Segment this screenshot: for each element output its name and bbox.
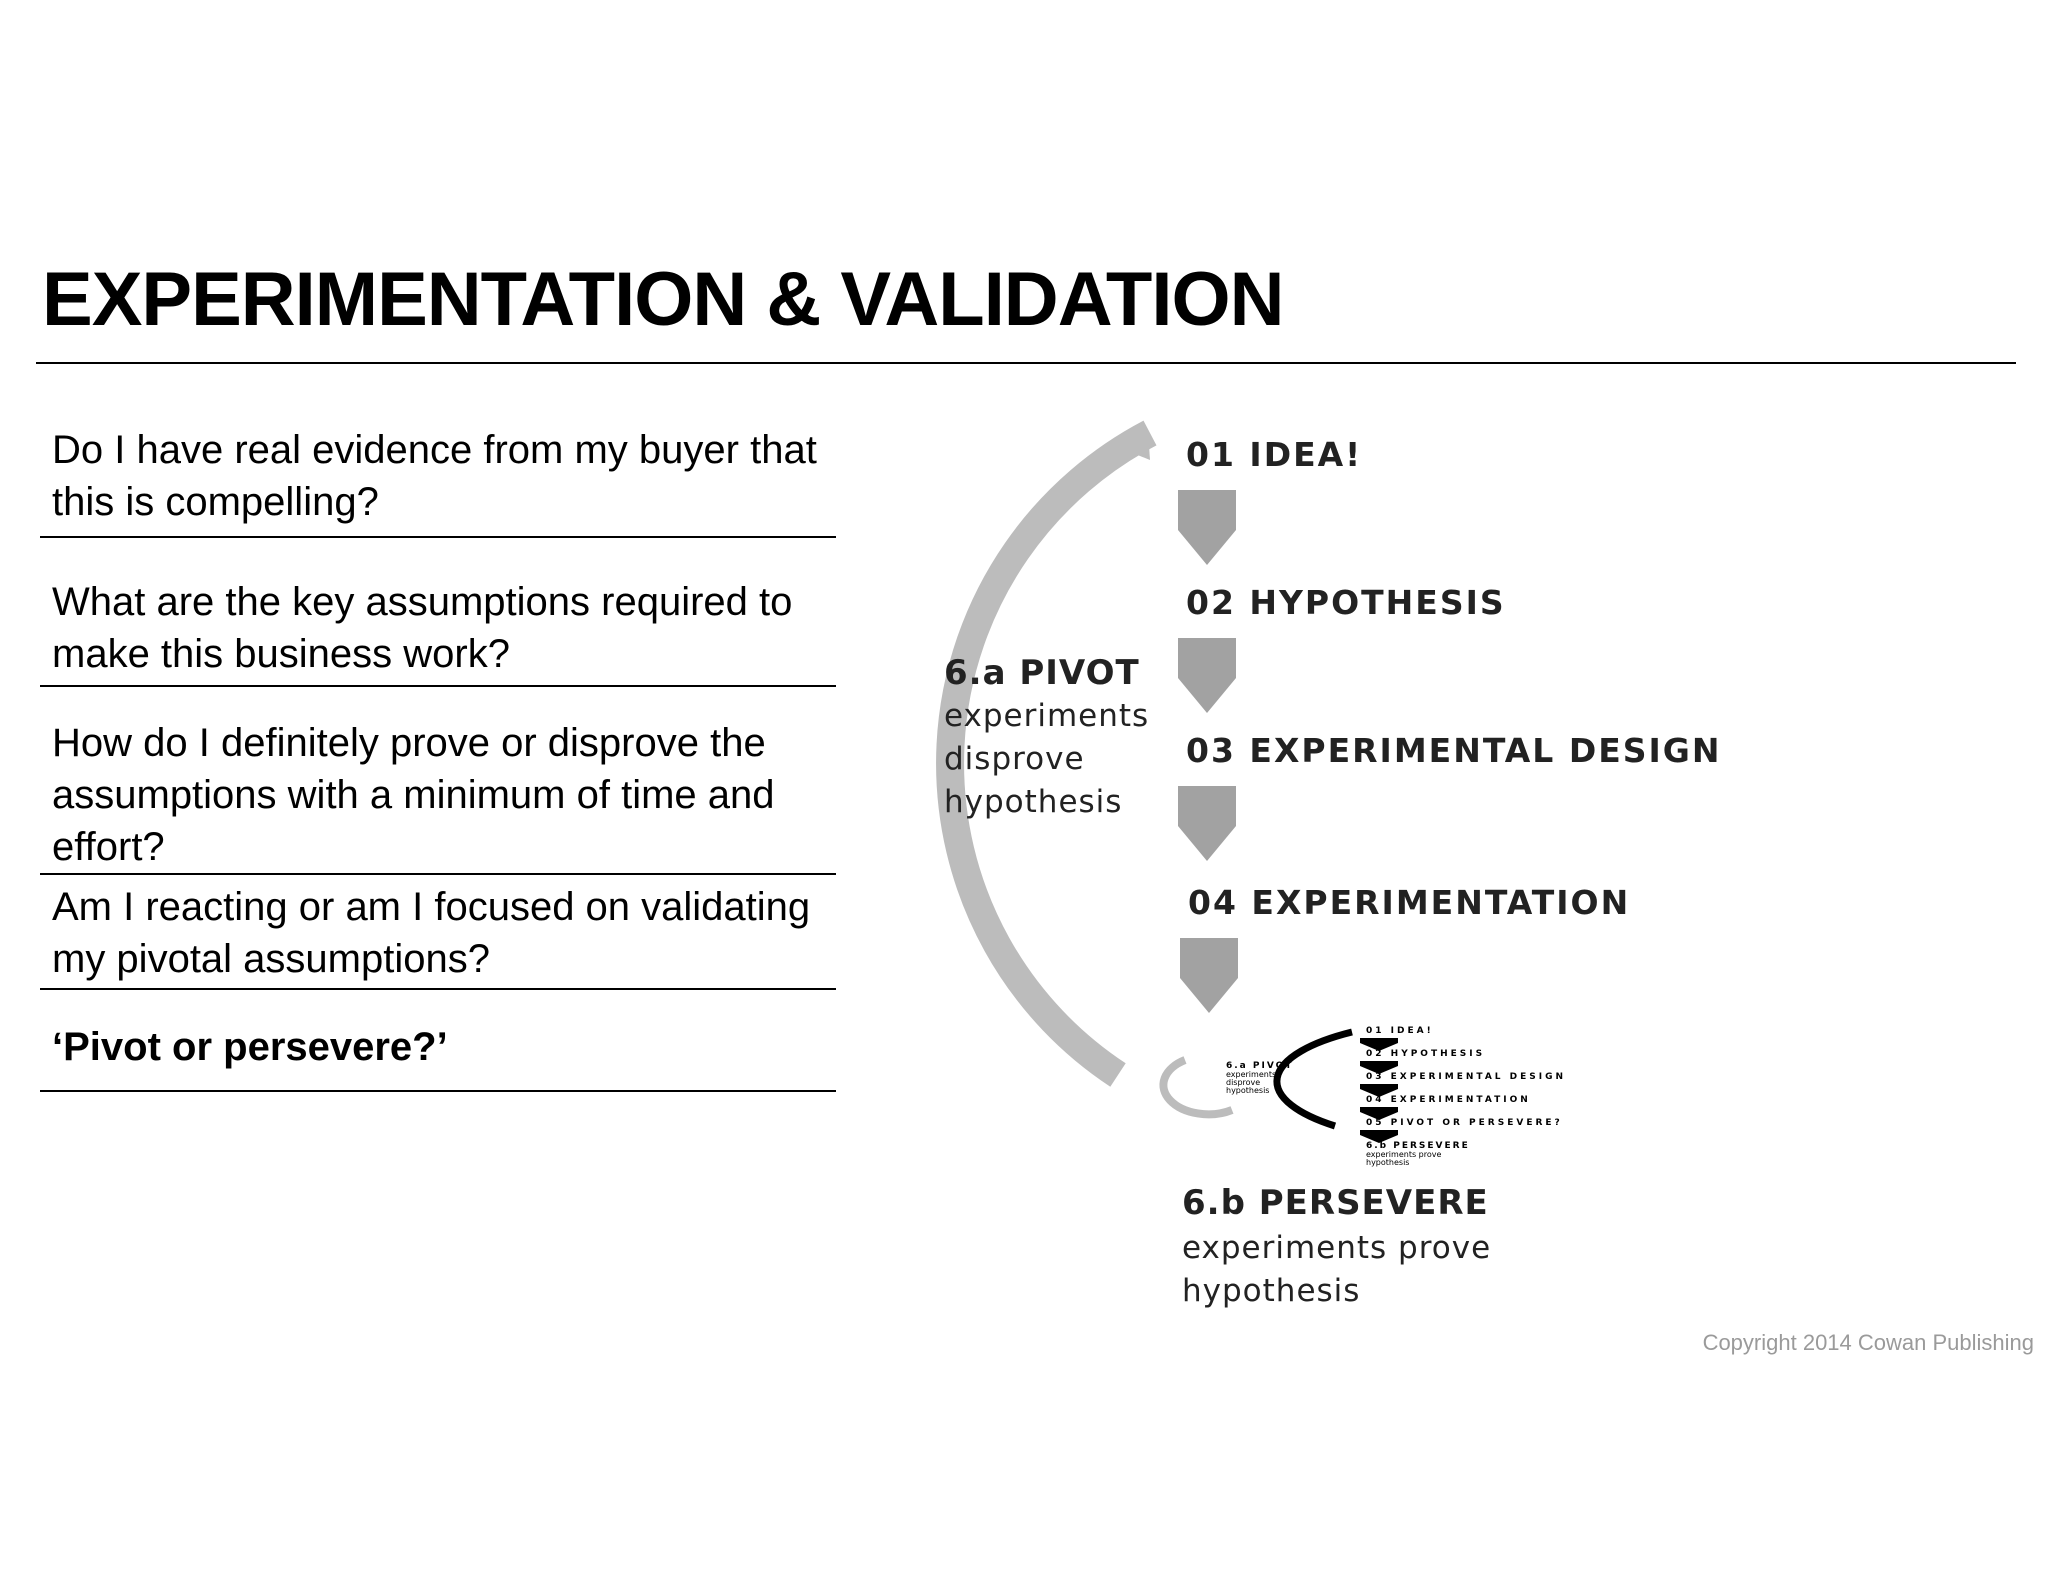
step-experimentation: 04 EXPERIMENTATION	[1188, 883, 1631, 922]
step-experimental-design: 03 EXPERIMENTAL DESIGN	[1186, 731, 1722, 770]
mini-step-idea: 01 IDEA!	[1366, 1026, 1434, 1036]
question-1: Do I have real evidence from my buyer that this is compelling?	[52, 428, 817, 524]
down-arrow-icon	[1178, 786, 1236, 861]
step-hypothesis: 02 HYPOTHESIS	[1186, 583, 1506, 622]
mini-pivot-line-1: experiments	[1226, 1070, 1277, 1079]
mini-persevere-line-1: experiments prove	[1366, 1150, 1442, 1159]
step-idea: 01 IDEA!	[1186, 435, 1363, 474]
pivot-heading: 6.a PIVOT	[944, 653, 1140, 693]
question-4: Am I reacting or am I focused on validating my pivotal assumptions?	[52, 885, 811, 981]
mini-arc-gray	[1163, 1060, 1232, 1114]
down-arrow-icon	[1178, 638, 1236, 713]
persevere-line-2: hypothesis	[1182, 1273, 1361, 1309]
question-3: How do I definitely prove or disprove the assumptions with a minimum of time and effort?	[52, 721, 775, 869]
down-arrow-icon	[1178, 490, 1236, 565]
mini-step-experimentation: 04 EXPERIMENTATION	[1366, 1095, 1531, 1105]
mini-step-hypothesis: 02 HYPOTHESIS	[1366, 1049, 1486, 1059]
mini-pivot-line-3: hypothesis	[1226, 1086, 1270, 1095]
pivot-line-2: disprove	[944, 741, 1085, 777]
mini-step-pivot-or-persevere: 05 PIVOT OR PERSEVERE?	[1366, 1118, 1563, 1128]
question-2: What are the key assumptions required to make this business work?	[52, 580, 793, 676]
mini-pivot-line-2: disprove	[1226, 1078, 1261, 1087]
mini-arc	[1277, 1032, 1352, 1126]
copyright-notice: Copyright 2014 Cowan Publishing	[1702, 1330, 2034, 1355]
mini-pivot-heading: 6.a PIVOT	[1226, 1061, 1294, 1071]
pivot-line-1: experiments	[944, 698, 1150, 734]
mini-diagram	[1163, 1026, 1566, 1167]
mini-step-experimental-design: 03 EXPERIMENTAL DESIGN	[1366, 1072, 1567, 1082]
page-title: EXPERIMENTATION & VALIDATION	[42, 257, 1284, 342]
persevere-heading: 6.b PERSEVERE	[1182, 1183, 1489, 1223]
down-arrow-icon	[1180, 938, 1238, 1013]
persevere-line-1: experiments prove	[1182, 1230, 1492, 1266]
mini-persevere-line-2: hypothesis	[1366, 1158, 1410, 1167]
pivot-line-3: hypothesis	[944, 784, 1123, 820]
mini-persevere-heading: 6.b PERSEVERE	[1366, 1141, 1470, 1151]
question-5: ‘Pivot or persevere?’	[52, 1025, 448, 1069]
